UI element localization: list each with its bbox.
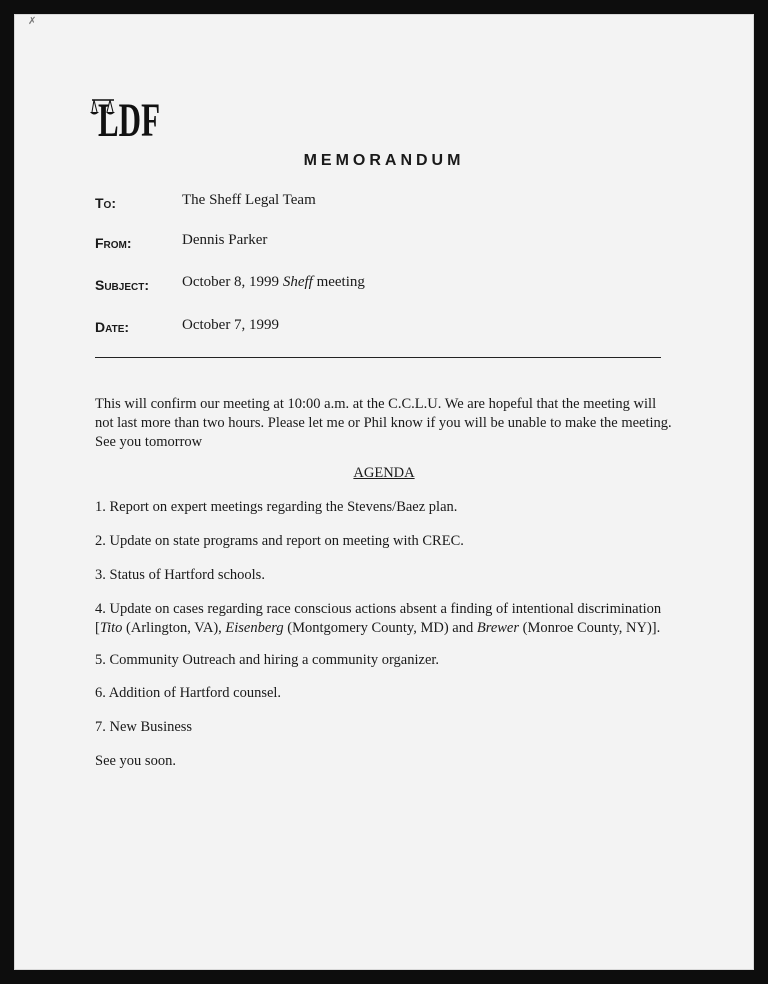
to-label: To: [95, 195, 116, 211]
agenda-item-4-line-1: 4. Update on cases regarding race conscious actions absent a finding of intentional discrimination [95, 601, 662, 617]
from-value: Dennis Parker [182, 232, 268, 248]
memo-title: MEMORANDUM [303, 152, 465, 169]
intro-line-2: not last more than two hours. Please let me or Phil know if you will be unable to make the meeting. [95, 415, 672, 431]
from-label: From: [95, 235, 132, 251]
agenda-item-2: 2. Update on state programs and report on meeting with CREC. [95, 533, 464, 549]
agenda-item-5: 5. Community Outreach and hiring a community organizer. [95, 652, 440, 668]
agenda-item-4-line-2: [Tito (Arlington, VA), Eisenberg (Montgomery County, MD) and Brewer (Monroe County, NY)]. [95, 620, 661, 636]
agenda-title: AGENDA [353, 465, 415, 481]
subject-prefix: October 8, 1999 [182, 274, 283, 290]
agenda-item-6: 6. Addition of Hartford counsel. [95, 685, 282, 701]
intro-line-3: See you tomorrow [95, 434, 203, 450]
agenda-item-7: 7. New Business [95, 719, 193, 735]
closing-line: See you soon. [95, 753, 176, 769]
date-label: Date: [95, 319, 130, 335]
intro-line-1: This will confirm our meeting at 10:00 a.m. at the C.C.L.U. We are hopeful that the meeting will [95, 396, 657, 412]
scan-mark: ✗ [28, 16, 37, 27]
subject-value [182, 274, 365, 291]
agenda-item-4 [95, 600, 665, 638]
subject-suffix: meeting [312, 274, 365, 290]
agenda-item-1: 1. Report on expert meetings regarding the Stevens/Baez plan. [95, 499, 458, 515]
subject-label: Subject: [95, 277, 150, 293]
date-value: October 7, 1999 [182, 317, 280, 333]
agenda-item-3: 3. Status of Hartford schools. [95, 567, 265, 583]
intro-paragraph [95, 395, 672, 452]
subject-italic: Sheff [282, 274, 313, 290]
logo-letters: LDF [98, 94, 160, 147]
memo-page [14, 14, 754, 970]
ldf-logo [90, 86, 162, 147]
header-divider [95, 357, 661, 358]
to-value: The Sheff Legal Team [182, 192, 316, 208]
